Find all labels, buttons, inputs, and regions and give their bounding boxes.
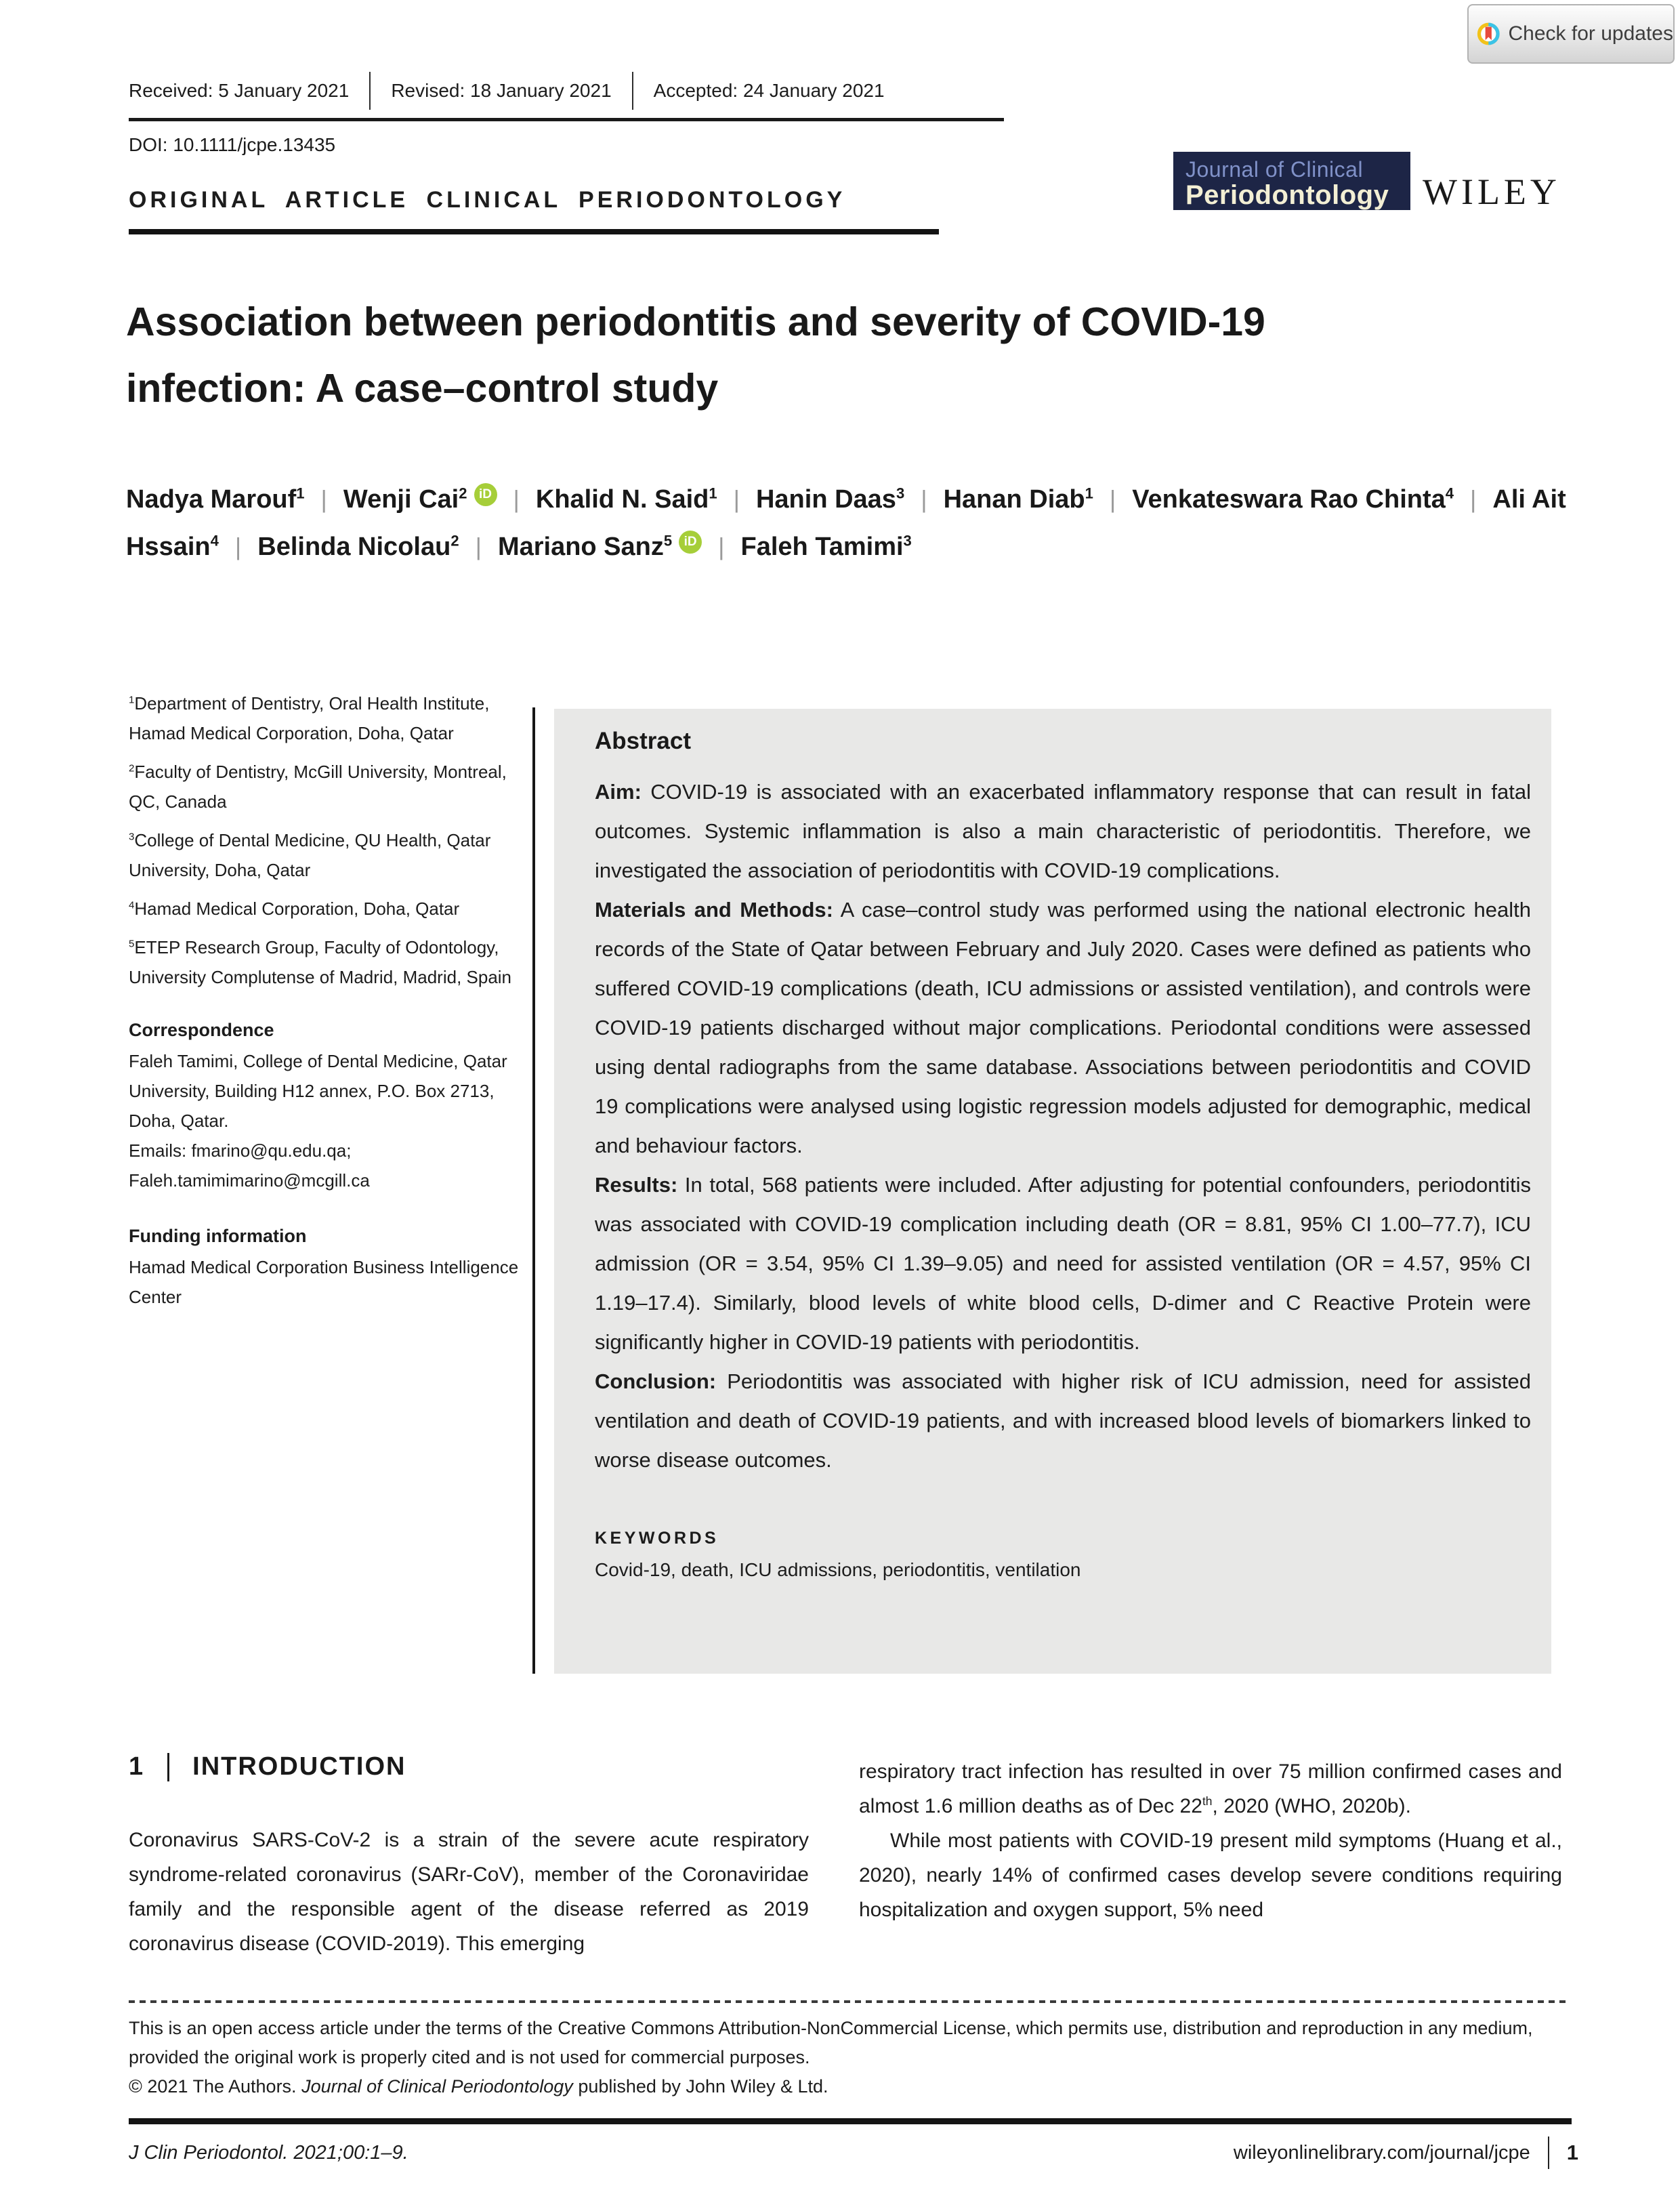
- intro-paragraph: Coronavirus SARS-CoV-2 is a strain of the severe acute respiratory syndrome-related coronavirus (SARr-CoV), member of the Coronaviridae family and the responsible agent of the disease referred as 2019 coronavirus disease (COVID-2019). This emerging: [129, 1829, 809, 1955]
- author-name: Mariano Sanz$^5$ iD: [498, 533, 702, 561]
- footer-separator-bar: [1548, 2136, 1549, 2169]
- journal-logo-line1: Journal of Clinical: [1185, 157, 1364, 182]
- sidebar: [129, 688, 523, 1312]
- affiliation-item: $^5$ETEP Research Group, Faculty of Odontology, University Complutense of Madrid, Madrid, Spain: [129, 937, 512, 987]
- article-category: ORIGINAL ARTICLE CLINICAL PERIODONTOLOGY: [129, 187, 846, 213]
- author-name: Faleh Tamimi$^3$: [740, 532, 912, 561]
- open-access-footnote: [129, 2014, 1569, 2101]
- received-revised-accepted-row: [129, 72, 885, 110]
- keywords-heading: KEYWORDS: [595, 1529, 719, 1548]
- section-title: INTRODUCTION: [192, 1752, 406, 1781]
- author-name: Ali Ait Hssain$^4$: [126, 485, 1566, 561]
- intro-paragraph: While most patients with COVID-19 present mild symptoms (Huang et al., 2020), nearly 14% of confirmed cases develop severe conditions requiring hospitalization and oxygen support, 5% need: [859, 1830, 1562, 1921]
- orcid-icon[interactable]: iD: [679, 531, 702, 554]
- footer-citation: J Clin Periodontol. 2021;00:1–9.: [129, 2141, 408, 2164]
- received-date: Received: 5 January 2021: [129, 80, 350, 101]
- section-heading-bar: [167, 1753, 169, 1781]
- author-list: [126, 476, 1616, 571]
- funding-text: Hamad Medical Corporation Business Intelligence Center: [129, 1257, 519, 1307]
- abstract-sections: [595, 772, 1531, 1480]
- journal-name-italic: Journal of Clinical Periodontology: [301, 2076, 573, 2097]
- affiliation-item: $^4$Hamad Medical Corporation, Doha, Qatar: [129, 899, 460, 919]
- doi-link[interactable]: DOI: 10.1111/jcpe.13435: [129, 134, 336, 155]
- author-separator: |: [1470, 485, 1477, 513]
- author-separator: |: [475, 533, 482, 560]
- journal-logo-line2: Periodontology: [1185, 180, 1389, 210]
- author-separator: |: [513, 485, 520, 513]
- license-text: This is an open access article under the terms of the Creative Commons Attribution-NonCommercial License, which permits use, distribution and reproduction in any medium, provided the original work is properly cited and is not used for commercial purposes.: [129, 2018, 1533, 2067]
- author-separator: |: [234, 533, 242, 560]
- affiliations-list: [129, 688, 523, 992]
- abstract-heading: Abstract: [595, 728, 691, 754]
- affiliation-item: $^1$Department of Dentistry, Oral Health Institute, Hamad Medical Corporation, Doha, Qatar: [129, 693, 490, 743]
- abstract-divider-line: [532, 707, 535, 1674]
- correspondence-address: Faleh Tamimi, College of Dental Medicine, Qatar University, Building H12 annex, P.O. Box 2713, Doha, Qatar.: [129, 1051, 507, 1131]
- section-heading-introduction: [129, 1752, 406, 1781]
- footer-right-group: [1234, 2136, 1578, 2169]
- author-name: Hanan Diab$^1$: [943, 484, 1093, 514]
- orcid-icon[interactable]: iD: [474, 483, 497, 506]
- funding-heading: Funding information: [129, 1226, 307, 1246]
- footnote-dashed-rule: [129, 2000, 1568, 2003]
- crossmark-icon: [1477, 14, 1500, 54]
- abstract-section: Conclusion: Periodontitis was associated with higher risk of ICU admission, need for assisted ventilation and death of COVID-19 patients, and with increased blood levels of biomarkers linked to worse disease outcomes.: [595, 1369, 1531, 1472]
- category-rule: [129, 229, 939, 234]
- correspondence-heading: Correspondence: [129, 1020, 274, 1040]
- footer-url[interactable]: wileyonlinelibrary.com/journal/jcpe: [1233, 2141, 1530, 2164]
- intro-column-right: [859, 1754, 1562, 1927]
- footer-rule: [129, 2118, 1572, 2124]
- author-name: Hanin Daas$^3$: [755, 484, 905, 514]
- author-name: Wenji Cai$^2$ iD: [343, 485, 497, 514]
- check-for-updates-button[interactable]: [1467, 4, 1675, 64]
- abstract-section: Materials and Methods: A case–control study was performed using the national electronic health records of the State of Qatar between February and July 2020. Cases were defined as patients who suffered COVID-19 complications (death, ICU admissions or assisted ventilation), and controls were COVID-19 patients discharged without major complications. Periodontal conditions were assessed using dental radiographs from the same database. Associations between periodontitis and COVID 19 complications were analysed using logistic regression models adjusted for demographic, medical and behaviour factors.: [595, 898, 1531, 1157]
- meta-separator: [369, 72, 371, 110]
- revised-date: Revised: 18 January 2021: [391, 80, 612, 101]
- check-for-updates-label: Check for updates: [1508, 22, 1673, 45]
- section-number: 1: [129, 1752, 145, 1781]
- author-separator: |: [1109, 485, 1116, 513]
- author-name: Belinda Nicolau$^2$: [257, 532, 459, 561]
- author-separator: |: [733, 485, 740, 513]
- author-separator: |: [921, 485, 927, 513]
- abstract-section: Aim: COVID-19 is associated with an exacerbated inflammatory response that can result in fatal outcomes. Systemic inflammation is also a main characteristic of periodontitis. Therefore, we investigated the association of periodontitis with COVID-19 complications.: [595, 780, 1531, 882]
- affiliation-item: $^2$Faculty of Dentistry, McGill University, Montreal, QC, Canada: [129, 762, 507, 812]
- footer-row: [129, 2133, 1578, 2172]
- article-title-line: infection: A case–control study: [126, 366, 719, 411]
- affiliation-item: $^3$College of Dental Medicine, QU Health, Qatar University, Doha, Qatar: [129, 830, 491, 880]
- author-name: Nadya Marouf$^1$: [126, 484, 305, 514]
- abstract-section: Results: In total, 568 patients were included. After adjusting for potential confounders, periodontitis was associated with COVID-19 complication including death (OR = 8.81, 95% CI 1.00–77.7), ICU admission (OR = 3.54, 95% CI 1.39–9.05) and need for assisted ventilation (OR = 4.57, 95% CI 1.19–17.4). Similarly, blood levels of white blood cells, D-dimer and C Reactive Protein were significantly higher in COVID-19 patients with periodontitis.: [595, 1173, 1531, 1354]
- author-name: Khalid N. Said$^1$: [535, 484, 717, 514]
- article-title: [126, 289, 1623, 421]
- author-separator: |: [320, 485, 327, 513]
- superscript-th: th: [1202, 1794, 1213, 1808]
- accepted-date: Accepted: 24 January 2021: [653, 80, 885, 101]
- intro-paragraph: respiratory tract infection has resulted in over 75 million confirmed cases and almost 1.6 million deaths as of Dec 22th, 2020 (WHO, 2020b).: [859, 1760, 1562, 1817]
- abstract-box: [554, 709, 1551, 1674]
- meta-separator: [632, 72, 633, 110]
- page-number: 1: [1566, 2141, 1578, 2164]
- intro-column-left: [129, 1823, 809, 1961]
- author-name: Venkateswara Rao Chinta$^4$: [1132, 484, 1454, 514]
- metadata-rule: [129, 118, 1004, 121]
- keywords-text: Covid-19, death, ICU admissions, periodontitis, ventilation: [595, 1559, 1081, 1580]
- correspondence-emails[interactable]: Emails: fmarino@qu.edu.qa; Faleh.tamimimarino@mcgill.ca: [129, 1140, 370, 1191]
- author-separator: |: [718, 533, 725, 560]
- copyright-line: © 2021 The Authors. Journal of Clinical Periodontology published by John Wiley & Ltd.: [129, 2076, 828, 2097]
- article-title-line: Association between periodontitis and severity of COVID-19: [126, 300, 1265, 344]
- publisher-wordmark: WILEY: [1423, 171, 1561, 212]
- journal-logo: [1173, 152, 1410, 210]
